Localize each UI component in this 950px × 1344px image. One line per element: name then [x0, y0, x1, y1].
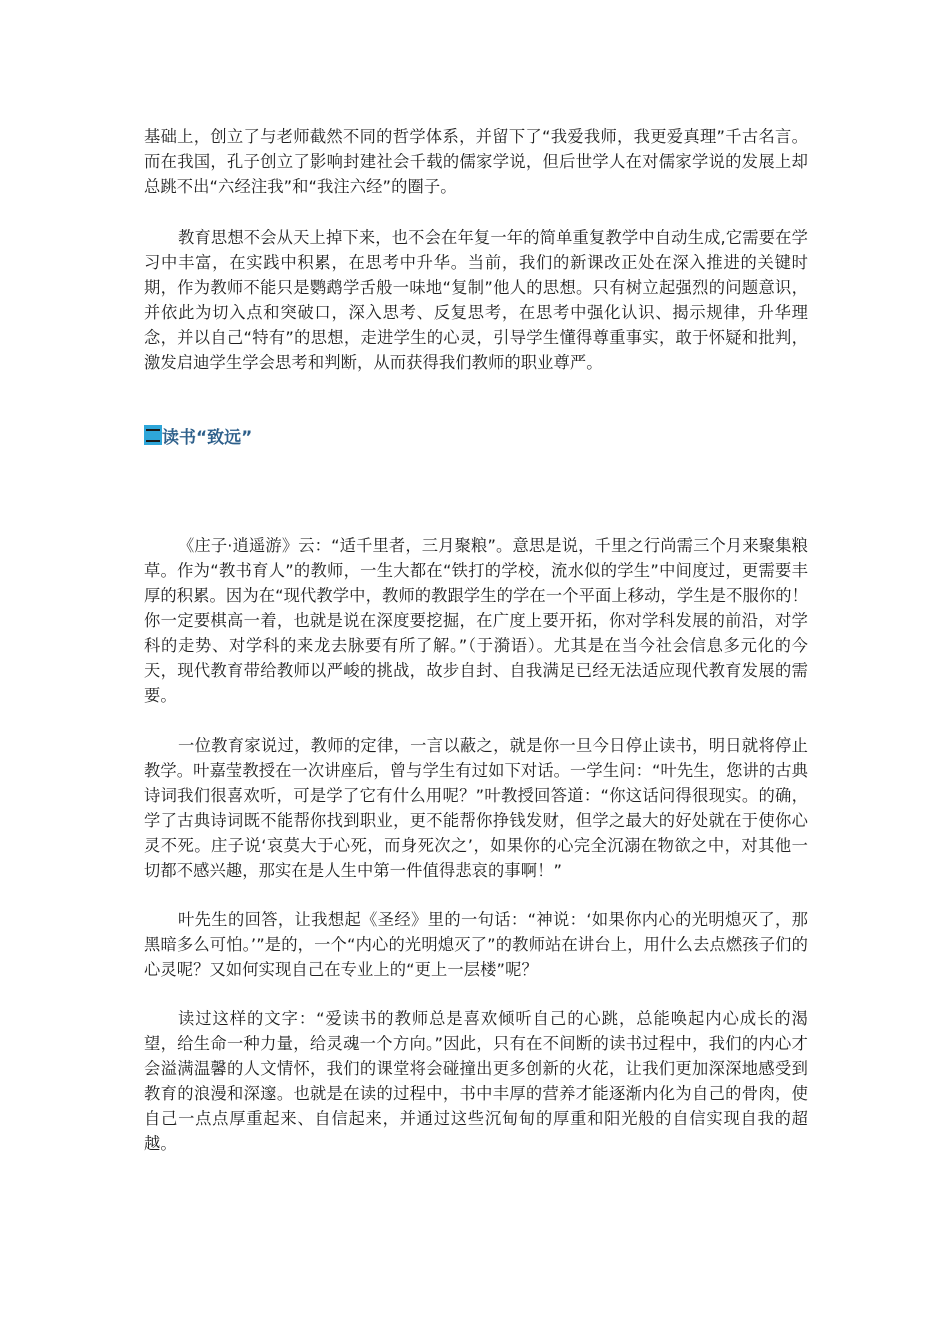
paragraph-reading-teacher: 读过这样的文字：“爱读书的教师总是喜欢倾听自己的心跳，总能唤起内心成长的渴望，给生命一种力量，给灵魂一个方向。”因此，只有在不间断的读书过程中，我们的内心才会溢满温馨的人文情怀，我们的课堂将会碰撞出更多创新的火花，让我们更加深深地感受到教育的浪漫和深邃。也就是在读的过程中，书中丰厚的营养才能逐渐内化为自己的骨肉，使自己一点点厚重起来、自信起来，并通过这些沉甸甸的厚重和阳光般的自信实现自我的超越。 — [144, 1009, 808, 1153]
paragraph-zhuangzi: 《庄子·逍遥游》云：“适千里者，三月聚粮”。意思是说，千里之行尚需三个月来聚集粮草。作为“教书育人”的教师，一生大都在“铁打的学校，流水似的学生”中间度过，更需要丰厚的积累。因为在“现代教学中，教师的教跟学生的学在一个平面上移动，学生是不服你的！你一定要棋高一着，也就是说在深度要挖掘，在广度上要开拓，你对学科发展的前沿，对学科的走势、对学科的来龙去脉要有所了解。”（于漪语）。尤其是在当今社会信息多元化的今天，现代教育带给教师以严峻的挑战，故步自封、自我满足已经无法适应现代教育发展的需要。 — [144, 536, 808, 705]
heading-number-icon — [144, 425, 162, 445]
paragraph-education-thought: 教育思想不会从天上掉下来，也不会在年复一年的简单重复教学中自动生成,它需要在学习中丰富，在实践中积累，在思考中升华。当前，我们的新课改正处在深入推进的关键时期，作为教师不能只是鹦鹉学舌般一味地“复制”他人的思想。只有树立起强烈的问题意识，并依此为切入点和突破口，深入思考、反复思考，在思考中强化认识、揭示规律，升华理念，并以自己“特有”的思想，走进学生的心灵，引导学生懂得尊重事实，敢于怀疑和批判，激发启迪学生学会思考和判断，从而获得我们教师的职业尊严。 — [144, 228, 808, 372]
section-heading — [144, 423, 252, 447]
paragraph-ye-jiaying: 一位教育家说过，教师的定律，一言以蔽之，就是你一旦今日停止读书，明日就将停止教学。叶嘉莹教授在一次讲座后，曾与学生有过如下对话。一学生问：“叶先生，您讲的古典诗词我们很喜欢听，可是学了它有什么用呢？”叶教授回答道：“你这话问得很现实。的确，学了古典诗词既不能帮你找到职业，更不能帮你挣钱发财，但学之最大的好处就在于使你心灵不死。庄子说‘哀莫大于心死，而身死次之’，如果你的心完全沉溺在物欲之中，对其他一切都不感兴趣，那实在是人生中第一件值得悲哀的事啊！” — [144, 736, 808, 880]
section-heading-text: 读书“致远” — [162, 427, 253, 448]
paragraph-philosophy-continued: 基础上，创立了与老师截然不同的哲学体系，并留下了“我爱我师，我更爱真理”千古名言。而在我国，孔子创立了影响封建社会千载的儒家学说，但后世学人在对儒家学说的发展上却总跳不出“六经注我”和“我注六经”的圈子。 — [144, 127, 808, 196]
paragraph-bible-quote: 叶先生的回答，让我想起《圣经》里的一句话：“神说：‘如果你内心的光明熄灭了，那黑暗多么可怕。’”是的，一个“内心的光明熄灭了”的教师站在讲台上，用什么去点燃孩子们的心灵呢？又如何实现自己在专业上的“更上一层楼”呢？ — [144, 910, 808, 979]
